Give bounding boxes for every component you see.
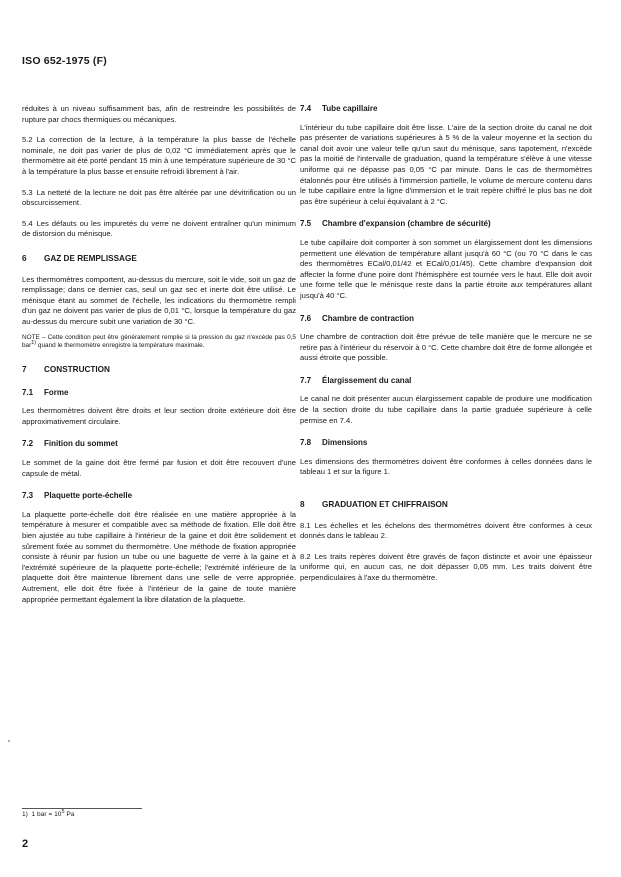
subsection-heading-7-5	[300, 219, 592, 230]
footnote-unit: Pa	[64, 811, 75, 818]
subsection-number: 7.3	[22, 491, 34, 501]
paragraph-7-4: L'intérieur du tube capillaire doit être lisse. L'aire de la section droite du canal ne doit pas présenter de variations supérieures à 5 % de la valeur moyenne et la section du canal doit avoir une valeur telle qu'un saut du ménisque, sans tapotement, n'excède pas la moitié de l'intervalle de graduation, quand la température s'élève à une vitesse uniforme qui ne dépasse pas 0,05 °C par minute. Dans le cas de thermomètres étalonnés pour être utilisés à l'immersion partielle, le volume de mercure contenu dans le tube capillaire entre la ligne d'immersion et le trait repère chiffré le plus bas ne doit pas être supérieur à celui équivalant à 2 °C.	[300, 122, 592, 206]
footnote-divider	[22, 808, 142, 809]
paragraph-8-2	[300, 552, 592, 584]
section-title: GRADUATION ET CHIFFRAISON	[322, 500, 448, 510]
subsection-heading-7-7	[300, 376, 592, 387]
subsection-heading-7-3	[22, 491, 296, 502]
subsection-number: 7.5	[300, 219, 312, 229]
paragraph-7-5: Le tube capillaire doit comporter à son sommet un élargissement dont les dimensions permettent une élévation de température allant jusqu'à 60 °C (ou 70 °C dans le cas des thermomètres ECal/0,01/42 et ECal/0,01/45). Cette chambre d'expansion doit affecter la forme d'une poire dont l'hémisphère est tournée vers le haut. Elle doit avoir une forme telle que le ménisque reste dans la partie étroite aux températures allant jusqu'à 40 °C.	[300, 237, 592, 300]
paragraph-number: 5.2	[22, 135, 33, 145]
paragraph-number: 5.3	[22, 187, 33, 197]
paragraph-7-3: La plaquette porte-échelle doit être réalisée en une matière appropriée à la température à mesurer et compatible avec sa méthode de fixation. Elle doit être bien ajustée au tube capillaire à l'intérieur de la gaine et doit être solidement et sûrement fixée au sommet du thermomètre. Une méthode de fixation appropriée consiste à réunir par fusion un tube ou une baguette de verre à la gaine et à l'extrémité supérieure de la plaquette porte-échelle; l'extrémité inférieure de la plaquette doit être maintenue librement dans une selle de verre appropriée. Autrement, elle doit être fixée à l'intérieur de la gaine de toute manière appropriée permettant également la libre dilatation de la plaquette.	[22, 509, 296, 604]
paragraph-number: 8.1	[300, 520, 311, 530]
paragraph-text: Les défauts ou les impuretés du verre ne doivent entraîner qu'un minimum de distorsion du ménisque.	[22, 218, 296, 239]
note-text: NOTE – Cette condition peut être généralement remplie si la pression du gaz n'excède pas 0,5 bar	[22, 333, 296, 350]
scan-speck	[8, 740, 10, 742]
subsection-heading-7-4	[300, 104, 592, 115]
paragraph-7-6: Une chambre de contraction doit être prévue de telle manière que le mercure ne se retire pas à l'intérieur du réservoir à 0 °C. Cette chambre doit être de forme allongée et aussi étroite que possible.	[300, 332, 592, 363]
subsection-title: Finition du sommet	[44, 439, 118, 449]
subsection-heading-7-6	[300, 314, 592, 325]
paragraph-number: 8.2	[300, 551, 311, 561]
note	[22, 334, 296, 352]
section-heading-7	[22, 365, 296, 376]
subsection-number: 7.2	[22, 439, 34, 449]
section-heading-6	[22, 254, 296, 265]
paragraph-7-8: Les dimensions des thermomètres doivent être conformes à celles données dans le tableau 1 et sur la figure 1.	[300, 456, 592, 477]
subsection-number: 7.4	[300, 104, 312, 113]
note-text-end: quand le thermomètre enregistre la température maximale.	[36, 342, 205, 350]
paragraph-text: Les échelles et les échelons des thermomètres doivent être conformes à ceux donnés dans le tableau 2.	[300, 520, 592, 541]
footnote-mark: 1)	[22, 811, 28, 818]
subsection-heading-7-1	[22, 388, 296, 399]
left-column	[22, 104, 296, 615]
paragraph-text: La netteté de la lecture ne doit pas être altérée par une dévitrification ou un obscurcissement.	[22, 187, 296, 208]
paragraph-8-1	[300, 521, 592, 542]
subsection-title: Chambre de contraction	[322, 313, 415, 323]
paragraph-6: Les thermomètres comportent, au-dessus du mercure, soit le vide, soit un gaz de remplissage; dans ce dernier cas, seul un gaz sec et inerte doit être utilisé. Le ménisque étant au sommet de l'échelle, les indications du thermomètre rempli d'un gaz ne doivent pas varier de plus de 0,01 °C, lorsque la température du gaz au-dessus du mercure subit une variation de 30 °C.	[22, 274, 296, 326]
section-heading-8	[300, 500, 592, 511]
paragraph-7-2: Le sommet de la gaine doit être fermé par fusion et doit être recouvert d'une capsule de métal.	[22, 458, 296, 478]
document-header: ISO 652-1975 (F)	[22, 55, 107, 67]
subsection-number: 7.1	[22, 387, 34, 397]
subsection-heading-7-2	[22, 439, 296, 450]
subsection-title: Élargissement du canal	[322, 375, 412, 385]
subsection-number: 7.7	[300, 375, 312, 385]
paragraph-intro: réduites à un niveau suffisamment bas, afin de restreindre les possibilités de rupture par chocs thermiques ou mécaniques.	[22, 104, 296, 124]
section-title: GAZ DE REMPLISSAGE	[44, 253, 137, 263]
section-title: CONSTRUCTION	[44, 365, 110, 375]
subsection-number: 7.8	[300, 438, 312, 448]
right-column	[300, 104, 592, 594]
subsection-title: Forme	[44, 387, 69, 397]
subsection-title: Chambre d'expansion (chambre de sécurité)	[322, 219, 491, 229]
paragraph-text: Les traits repères doivent être gravés de façon distincte et avoir une épaisseur uniforme qui, en aucun cas, ne doit dépasser 0,05 mm. Les traits doivent être perpendiculaires à l'axe du thermomètre.	[300, 551, 592, 582]
paragraph-text: La correction de la lecture, à la température la plus basse de l'échelle nominale, ne doit pas varier de plus de 0,02 °C immédiatement après que le thermomètre ait été porté pendant 15 min à une température supérieure de 30 °C à la température la plus basse et ensuite refroidi librement à l'air.	[22, 135, 296, 176]
subsection-title: Tube capillaire	[322, 104, 378, 113]
section-number: 6	[22, 253, 27, 263]
section-number: 8	[300, 500, 305, 510]
paragraph-7-7: Le canal ne doit présenter aucun élargissement capable de produire une modification de la section droite du tube capillaire dans la partie graduée supérieure à celle permise en 7.4.	[300, 394, 592, 425]
subsection-title: Plaquette porte-échelle	[44, 491, 133, 501]
footnote-text: 1 bar = 10	[31, 811, 62, 818]
paragraph-5-3	[22, 188, 296, 209]
paragraph-5-2	[22, 135, 296, 177]
section-number: 7	[22, 365, 27, 375]
subsection-title: Dimensions	[322, 438, 368, 448]
subsection-heading-7-8	[300, 438, 592, 449]
page-number: 2	[22, 838, 29, 850]
footnote-exponent: 5	[61, 808, 65, 815]
footnote	[22, 808, 75, 818]
paragraph-5-4	[22, 219, 296, 240]
subsection-number: 7.6	[300, 313, 312, 323]
paragraph-number: 5.4	[22, 218, 33, 228]
footnote-ref: 1)	[31, 340, 37, 347]
paragraph-7-1: Les thermomètres doivent être droits et leur section droite extérieure doit être approximativement circulaire.	[22, 406, 296, 426]
